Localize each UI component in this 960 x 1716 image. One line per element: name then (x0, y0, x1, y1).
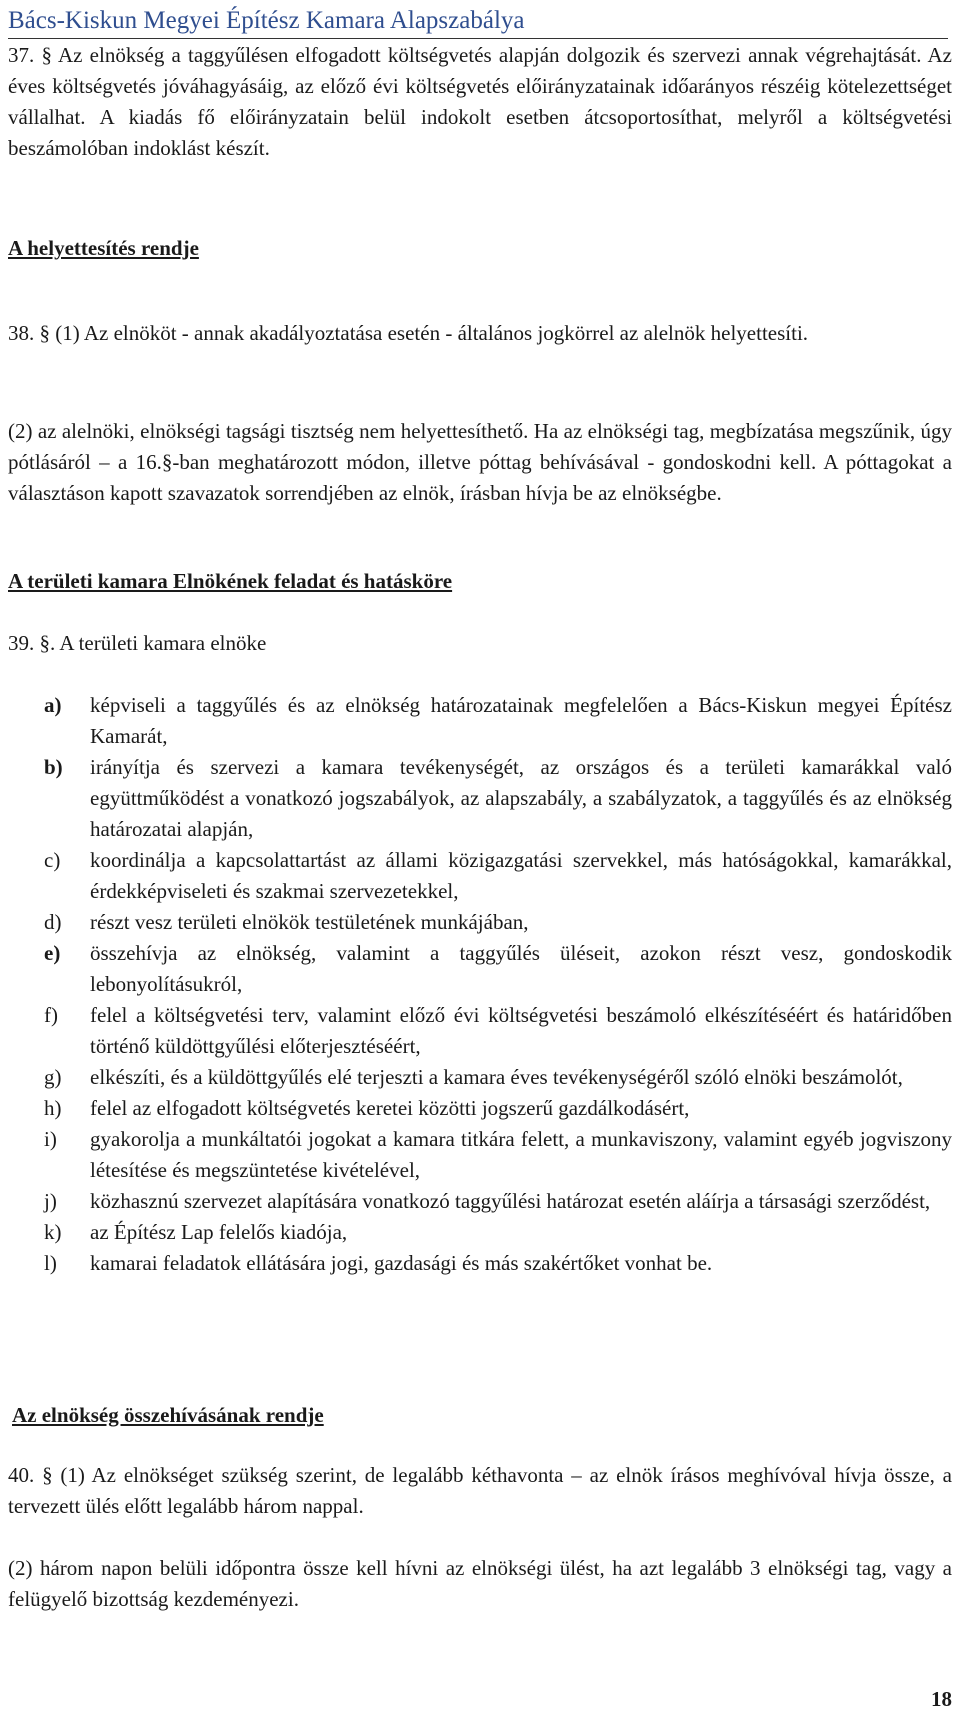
paragraph-39: 39. §. A területi kamara elnöke (8, 631, 267, 655)
president-duties-list (44, 690, 952, 1279)
list-item-label: i) (44, 1127, 57, 1151)
list-item-label: k) (44, 1220, 62, 1244)
paragraph-40-1: 40. § (1) Az elnökséget szükség szerint, de legalább kéthavonta – az elnök írásos meghívóval hívja össze, a tervezett ülés előtt legalább három nappal. (8, 1463, 952, 1518)
page-number: 18 (931, 1687, 952, 1711)
list-item (44, 907, 952, 938)
paragraph-37: 37. § Az elnökség a taggyűlésen elfogadott költségvetés alapján dolgozik és szervezi annak végrehajtását. Az éves költségvetés jóváhagyásáig, az előző évi költségvetés előirányzatainak időarányos részéig kötelezettséget vállalhat. A kiadás fő előirányzatain belül indokolt esetben átcsoportosíthat, melyről a költségvetési beszámolóban indoklást készít. (8, 43, 952, 160)
list-item-text: közhasznú szervezet alapítására vonatkozó taggyűlési határozat esetén aláírja a társasági szerződést, (90, 1189, 931, 1213)
list-item (44, 1093, 952, 1124)
list-item (44, 1000, 952, 1062)
list-item-label: h) (44, 1096, 62, 1120)
list-item-label: j) (44, 1189, 57, 1213)
list-item-label: g) (44, 1065, 62, 1089)
list-item (44, 1186, 952, 1217)
list-item (44, 752, 952, 845)
list-item-text: összehívja az elnökség, valamint a taggyűlés üléseit, azokon részt vesz, gondoskodik lebonyolításukról, (90, 941, 952, 996)
list-item-label: c) (44, 848, 61, 872)
heading-elnok-feladat: A területi kamara Elnökének feladat és hatásköre (8, 569, 453, 593)
list-item (44, 938, 952, 1000)
list-item-text: irányítja és szervezi a kamara tevékenységét, az országos és a területi kamarákkal való együttműködést a vonatkozó jogszabályok, az alapszabály, a szabályzatok, a taggyűlés és az elnökség határozatai alapján, (90, 755, 952, 841)
running-header: Bács-Kiskun Megyei Építész Kamara Alapszabálya (8, 4, 948, 39)
list-item-text: felel a költségvetési terv, valamint előző évi költségvetési beszámoló elkészítéséért és határidőben történő küldöttgyűlési előterjesztéséért, (90, 1003, 952, 1058)
heading-helyettesites: A helyettesítés rendje (8, 236, 199, 260)
heading-osszehivas: Az elnökség összehívásának rendje (12, 1403, 324, 1427)
list-item-label: l) (44, 1251, 57, 1275)
list-item-text: kamarai feladatok ellátására jogi, gazdasági és más szakértőket vonhat be. (90, 1251, 713, 1275)
list-item-text: képviseli a taggyűlés és az elnökség határozatainak megfelelően a Bács-Kiskun megyei Építész Kamarát, (90, 693, 952, 748)
paragraph-38-2: (2) az alelnöki, elnökségi tagsági tisztség nem helyettesíthető. Ha az elnökségi tag, megbízatása megszűnik, úgy pótlásáról – a 16.§-ban meghatározott módon, illetve póttag behívásával - gondoskodni kell. A póttagokat a választáson kapott szavazatok sorrendjében az elnök, írásban hívja be az elnökségbe. (8, 419, 952, 505)
list-item-label: d) (44, 910, 62, 934)
list-item-label: b) (44, 755, 63, 779)
list-item-text: felel az elfogadott költségvetés keretei közötti jogszerű gazdálkodásért, (90, 1096, 690, 1120)
list-item-text: részt vesz területi elnökök testületének munkájában, (90, 910, 529, 934)
list-item (44, 1124, 952, 1186)
list-item (44, 1217, 952, 1248)
list-item-text: az Építész Lap felelős kiadója, (90, 1220, 348, 1244)
list-item (44, 1062, 952, 1093)
list-item (44, 690, 952, 752)
list-item (44, 1248, 952, 1279)
list-item-label: e) (44, 941, 61, 965)
list-item-label: f) (44, 1003, 58, 1027)
list-item-text: elkészíti, és a küldöttgyűlés elé terjeszti a kamara éves tevékenységéről szóló elnöki beszámolót, (90, 1065, 903, 1089)
paragraph-38-1: 38. § (1) Az elnököt - annak akadályoztatása esetén - általános jogkörrel az alelnök helyettesíti. (8, 321, 809, 345)
list-item-label: a) (44, 693, 62, 717)
paragraph-40-2: (2) három napon belüli időpontra össze kell hívni az elnökségi ülést, ha azt legalább 3 elnökségi tag, vagy a felügyelő bizottság kezdeményezi. (8, 1556, 952, 1611)
list-item-text: gyakorolja a munkáltatói jogokat a kamara titkára felett, a munkaviszony, valamint egyéb jogviszony létesítése és megszüntetése kivételével, (90, 1127, 952, 1182)
list-item-text: koordinálja a kapcsolattartást az állami közigazgatási szervekkel, más hatóságokkal, kamarákkal, érdekképviseleti és szakmai szervezetekkel, (90, 848, 952, 903)
list-item (44, 845, 952, 907)
